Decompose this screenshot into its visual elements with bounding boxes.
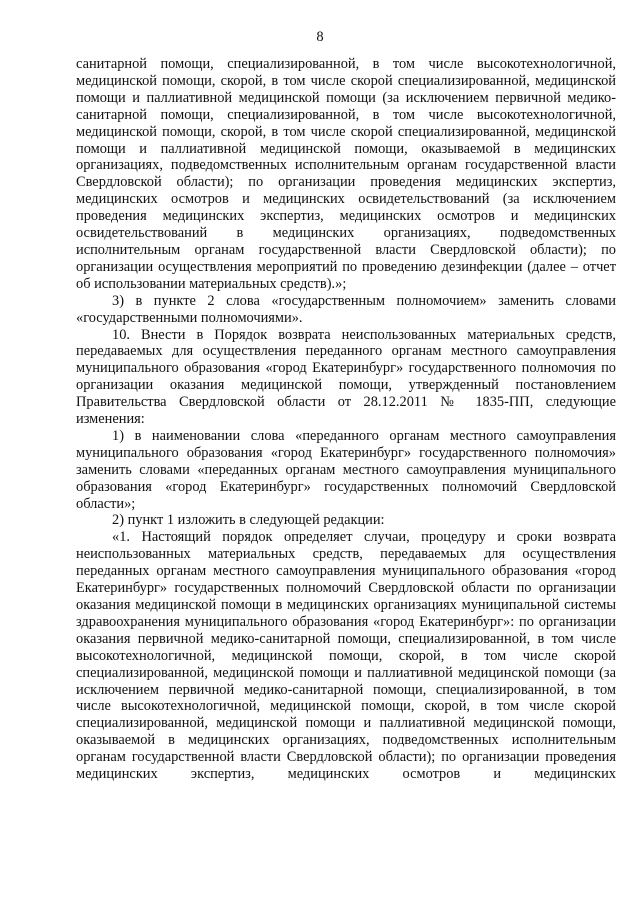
paragraph: 10. Внести в Порядок возврата неиспользованных материальных средств, передаваемых для осуществления переданного органам местного самоуправления муниципального образования «город Екатеринбург» государственного полномочия по организации оказания медицинской помощи, утвержденный постановлением Правительства Свердловской области от 28.12.2011 № 1835-ПП, следующие изменения:: [76, 326, 616, 428]
paragraph: санитарной помощи, специализированной, в том числе высокотехнологичной, медицинской помощи, скорой, в том числе скорой специализированной, медицинской помощи и паллиативной медицинской помощи (за исключением первичной медико-санитарной помощи, специализированной, в том числе высокотехнологичной, медицинской помощи, скорой, в том числе скорой специализированной, медицинской помощи и паллиативной медицинской помощи, оказываемой в медицинских организациях, подведомственных исполнительным органам государственной власти Свердловской области); по организации проведения медицинских экспертиз, медицинских осмотров и медицинских освидетельствований (за исключением проведения медицинских экспертиз, медицинских осмотров и медицинских освидетельствований в медицинских организациях, подведомственных исполнительным органам государственной власти Свердловской области); по организации осуществления мероприятий по проведению дезинфекции (далее – отчет об использовании материальных средств).»;: [76, 56, 616, 292]
page-number: 8: [316, 29, 324, 45]
document-body: [76, 56, 616, 783]
paragraph: «1. Настоящий порядок определяет случаи, процедуру и сроки возврата неиспользованных материальных средств, передаваемых для осуществления переданных органам местного самоуправления муниципального образования «город Екатеринбург» государственных полномочий Свердловской области по организации оказания медицинской помощи в медицинских организациях муниципальной системы здравоохранения муниципального образования «город Екатеринбург»: по организации оказания первичной медико-санитарной помощи, специализированной, в том числе высокотехнологичной, медицинской помощи, скорой, в том числе скорой специализированной, медицинской помощи и паллиативной медицинской помощи (за исключением первичной медико-санитарной помощи, специализированной, в том числе высокотехнологичной, медицинской помощи, скорой, в том числе скорой специализированной, медицинской помощи и паллиативной медицинской помощи, оказываемой в медицинских организациях, подведомственных исполнительным органам государственной власти Свердловской области); по организации проведения медицинских экспертиз, медицинских осмотров и медицинских: [76, 529, 616, 783]
paragraph: 1) в наименовании слова «переданного органам местного самоуправления муниципального образования «город Екатеринбург» государственного полномочия» заменить словами «переданных органам местного самоуправления муниципального образования «город Екатеринбург» государственных полномочий Свердловской области»;: [76, 427, 616, 512]
paragraph: 3) в пункте 2 слова «государственным полномочием» заменить словами «государственными полномочиями».: [76, 292, 616, 326]
paragraph: 2) пункт 1 изложить в следующей редакции:: [112, 512, 385, 529]
